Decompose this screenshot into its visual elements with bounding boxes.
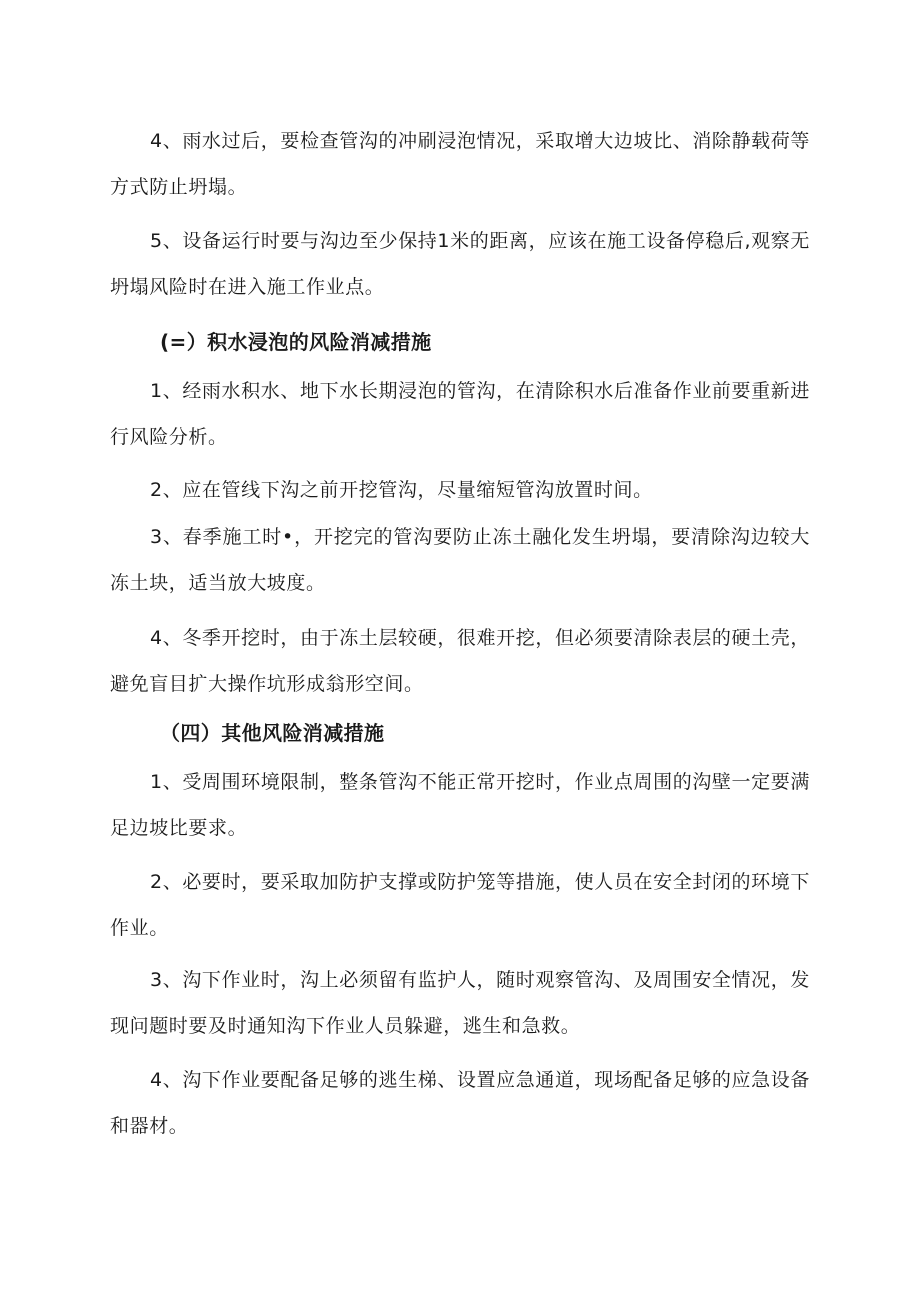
paragraph-equipment-distance: 5、设备运行时要与沟边至少保持1米的距离，应该在施工设备停稳后,观察无坍塌风险时在进入施工作业点。 [110, 230, 810, 298]
paragraph-waterlogging-1: 1、经雨水积水、地下水长期浸泡的管沟，在清除积水后准备作业前要重新进行风险分析。 [110, 380, 810, 448]
paragraph-other-2: 2、必要时，要采取加防护支撑或防护笼等措施，使人员在安全封闭的环境下作业。 [110, 871, 810, 939]
paragraph-other-4: 4、沟下作业要配备足够的逃生梯、设置应急通道，现场配备足够的应急设备和器材。 [110, 1069, 810, 1137]
section-heading-waterlogging: (=）积水浸泡的风险消减措施 [160, 330, 432, 354]
paragraph-rain-inspection: 4、雨水过后，要检查管沟的冲刷浸泡情况，采取增大边坡比、消除静载荷等方式防止坍塌。 [110, 130, 810, 198]
paragraph-other-3: 3、沟下作业时，沟上必须留有监护人，随时观察管沟、及周围安全情况，发现问题时要及时通知沟下作业人员躲避，逃生和急救。 [110, 969, 810, 1037]
section-heading-other: （四）其他风险消减措施 [160, 721, 385, 745]
paragraph-waterlogging-4: 4、冬季开挖时，由于冻土层较硬，很难开挖，但必须要清除表层的硬土壳，避免盲目扩大操作坑形成翁形空间。 [110, 627, 810, 695]
paragraph-waterlogging-2: 2、应在管线下沟之前开挖管沟，尽量缩短管沟放置时间。 [150, 479, 653, 501]
paragraph-waterlogging-3: 3、春季施工时•，开挖完的管沟要防止冻土融化发生坍塌，要清除沟边较大冻土块，适当放大坡度。 [110, 526, 810, 594]
paragraph-other-1: 1、受周围环境限制，整条管沟不能正常开挖时，作业点周围的沟壁一定要满足边坡比要求。 [110, 771, 810, 839]
